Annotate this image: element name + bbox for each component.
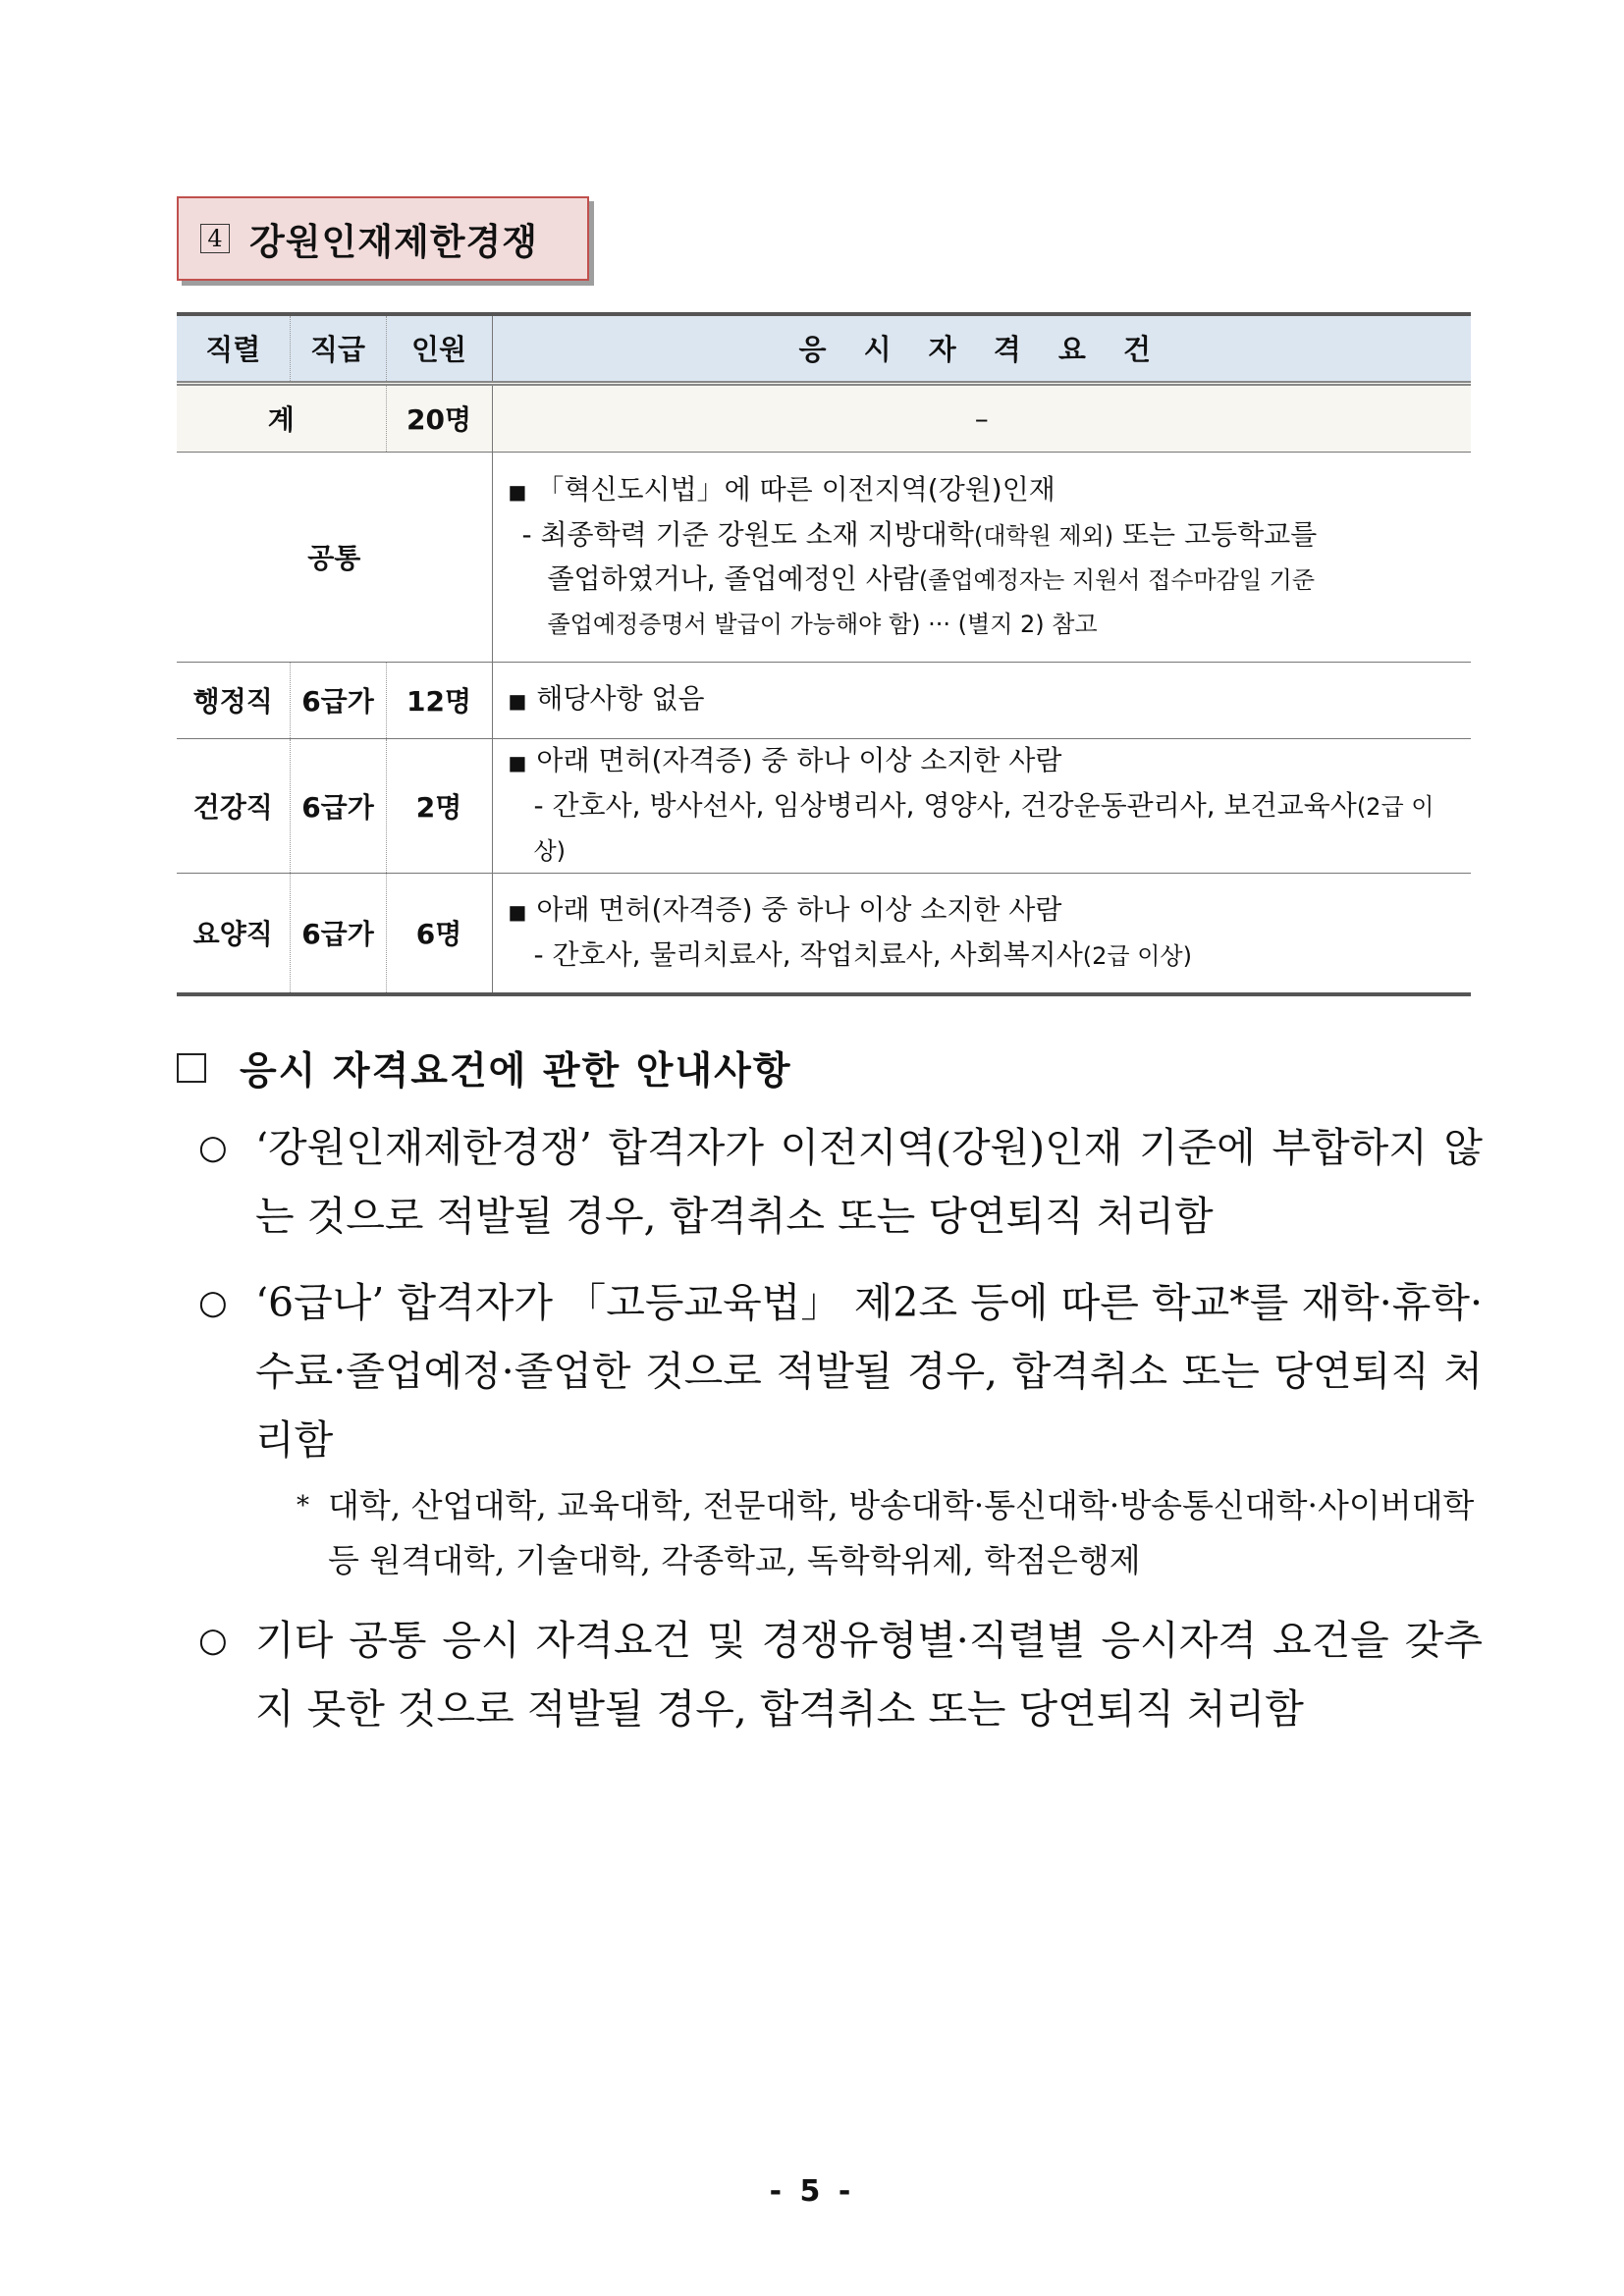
common-line1: - 최종학력 기준 강원도 소재 지방대학 <box>521 517 974 551</box>
row-bullet: 아래 면허(자격증) 중 하나 이상 소지한 사람 <box>536 743 1062 776</box>
common-line3: 졸업예정증명서 발급이 가능해야 함) <box>547 610 921 638</box>
bullet-square-icon: ■ <box>508 899 527 924</box>
table-row-total <box>177 383 1471 452</box>
notice-heading <box>177 1041 1483 1095</box>
row-requirement <box>492 662 1471 738</box>
row-bullet: 해당사항 없음 <box>536 682 705 715</box>
footnote-mark: * <box>297 1491 309 1521</box>
bullet-square-icon: ■ <box>508 750 527 774</box>
circle-bullet-icon: ○ <box>198 1283 228 1322</box>
row-requirement <box>492 873 1471 994</box>
row-jikgeup: 6급가 <box>290 873 386 994</box>
checkbox-square-icon <box>177 1053 206 1083</box>
common-bullet: 「혁신도시법」에 따른 이전지역(강원)인재 <box>536 472 1056 506</box>
row-requirement <box>492 738 1471 873</box>
total-requirement: – <box>492 383 1471 452</box>
circle-bullet-icon: ○ <box>198 1621 228 1660</box>
circle-bullet-icon: ○ <box>198 1128 228 1167</box>
section-heading <box>177 196 589 281</box>
row-detail-small: (2급 이상) <box>1082 941 1192 970</box>
table-header-row <box>177 314 1471 383</box>
bullet-square-icon: ■ <box>508 479 527 504</box>
table-row <box>177 738 1471 873</box>
row-detail: - 간호사, 물리치료사, 작업치료사, 사회복지사 <box>533 937 1083 971</box>
notice-title: 응시 자격요건에 관한 안내사항 <box>240 1049 792 1094</box>
notice-section <box>177 1041 1483 1743</box>
notice-item <box>177 1606 1483 1743</box>
page-number: - 5 - <box>769 2174 855 2209</box>
row-jikryeol: 요양직 <box>177 873 290 994</box>
row-bullet: 아래 면허(자격증) 중 하나 이상 소지한 사람 <box>536 892 1062 926</box>
row-jikgeup: 6급가 <box>290 662 386 738</box>
row-detail: - 간호사, 방사선사, 임상병리사, 영양사, 건강운동관리사, 보건교육사 <box>533 788 1357 822</box>
header-jikryeol: 직렬 <box>177 314 290 383</box>
section-title: 강원인재제한경쟁 <box>249 221 538 263</box>
row-inwon: 12명 <box>386 662 492 738</box>
row-inwon: 2명 <box>386 738 492 873</box>
header-inwon: 인원 <box>386 314 492 383</box>
common-line3-ref: ··· (별지 2) 참고 <box>920 610 1098 638</box>
common-line1-small: (대학원 제외) <box>973 521 1114 550</box>
header-requirement: 응 시 자 격 요 건 <box>492 314 1471 383</box>
common-line1-end: 또는 고등학교를 <box>1113 517 1318 551</box>
table-row-common <box>177 452 1471 662</box>
row-jikryeol: 건강직 <box>177 738 290 873</box>
bullet-square-icon: ■ <box>508 689 527 713</box>
common-line2-small: (졸업예정자는 지원서 접수마감일 기준 <box>918 565 1316 594</box>
total-count: 20명 <box>386 383 492 452</box>
notice-item-text: 기타 공통 응시 자격요건 및 경쟁유형별·직렬별 응시자격 요건을 갖추지 못한 것으로 적발될 경우, 합격취소 또는 당연퇴직 처리함 <box>255 1617 1483 1733</box>
common-requirement <box>492 452 1471 662</box>
header-jikgeup: 직급 <box>290 314 386 383</box>
notice-item <box>177 1113 1483 1251</box>
total-label: 계 <box>177 383 386 452</box>
row-jikryeol: 행정직 <box>177 662 290 738</box>
row-jikgeup: 6급가 <box>290 738 386 873</box>
notice-item <box>177 1268 1483 1474</box>
requirements-table <box>177 312 1471 996</box>
row-inwon: 6명 <box>386 873 492 994</box>
row-detail-small: (2급 이상) <box>533 792 1435 865</box>
common-label: 공통 <box>177 452 492 662</box>
footnote-text: 대학, 산업대학, 교육대학, 전문대학, 방송대학·통신대학·방송통신대학·사이버대학 등 원격대학, 기술대학, 각종학교, 독학학위제, 학점은행제 <box>328 1486 1475 1579</box>
section-number: 4 <box>200 224 230 253</box>
notice-item-text: ‘6급나’ 합격자가 「고등교육법」 제2조 등에 따른 학교*를 재학·휴학·수료·졸업예정·졸업한 것으로 적발될 경우, 합격취소 또는 당연퇴직 처리함 <box>255 1279 1483 1464</box>
table-row <box>177 873 1471 994</box>
notice-item-text: ‘강원인재제한경쟁’ 합격자가 이전지역(강원)인재 기준에 부합하지 않는 것으로 적발될 경우, 합격취소 또는 당연퇴직 처리함 <box>255 1124 1483 1240</box>
notice-footnote <box>177 1478 1483 1588</box>
table-row <box>177 662 1471 738</box>
common-line2: 졸업하였거나, 졸업예정인 사람 <box>547 561 919 595</box>
